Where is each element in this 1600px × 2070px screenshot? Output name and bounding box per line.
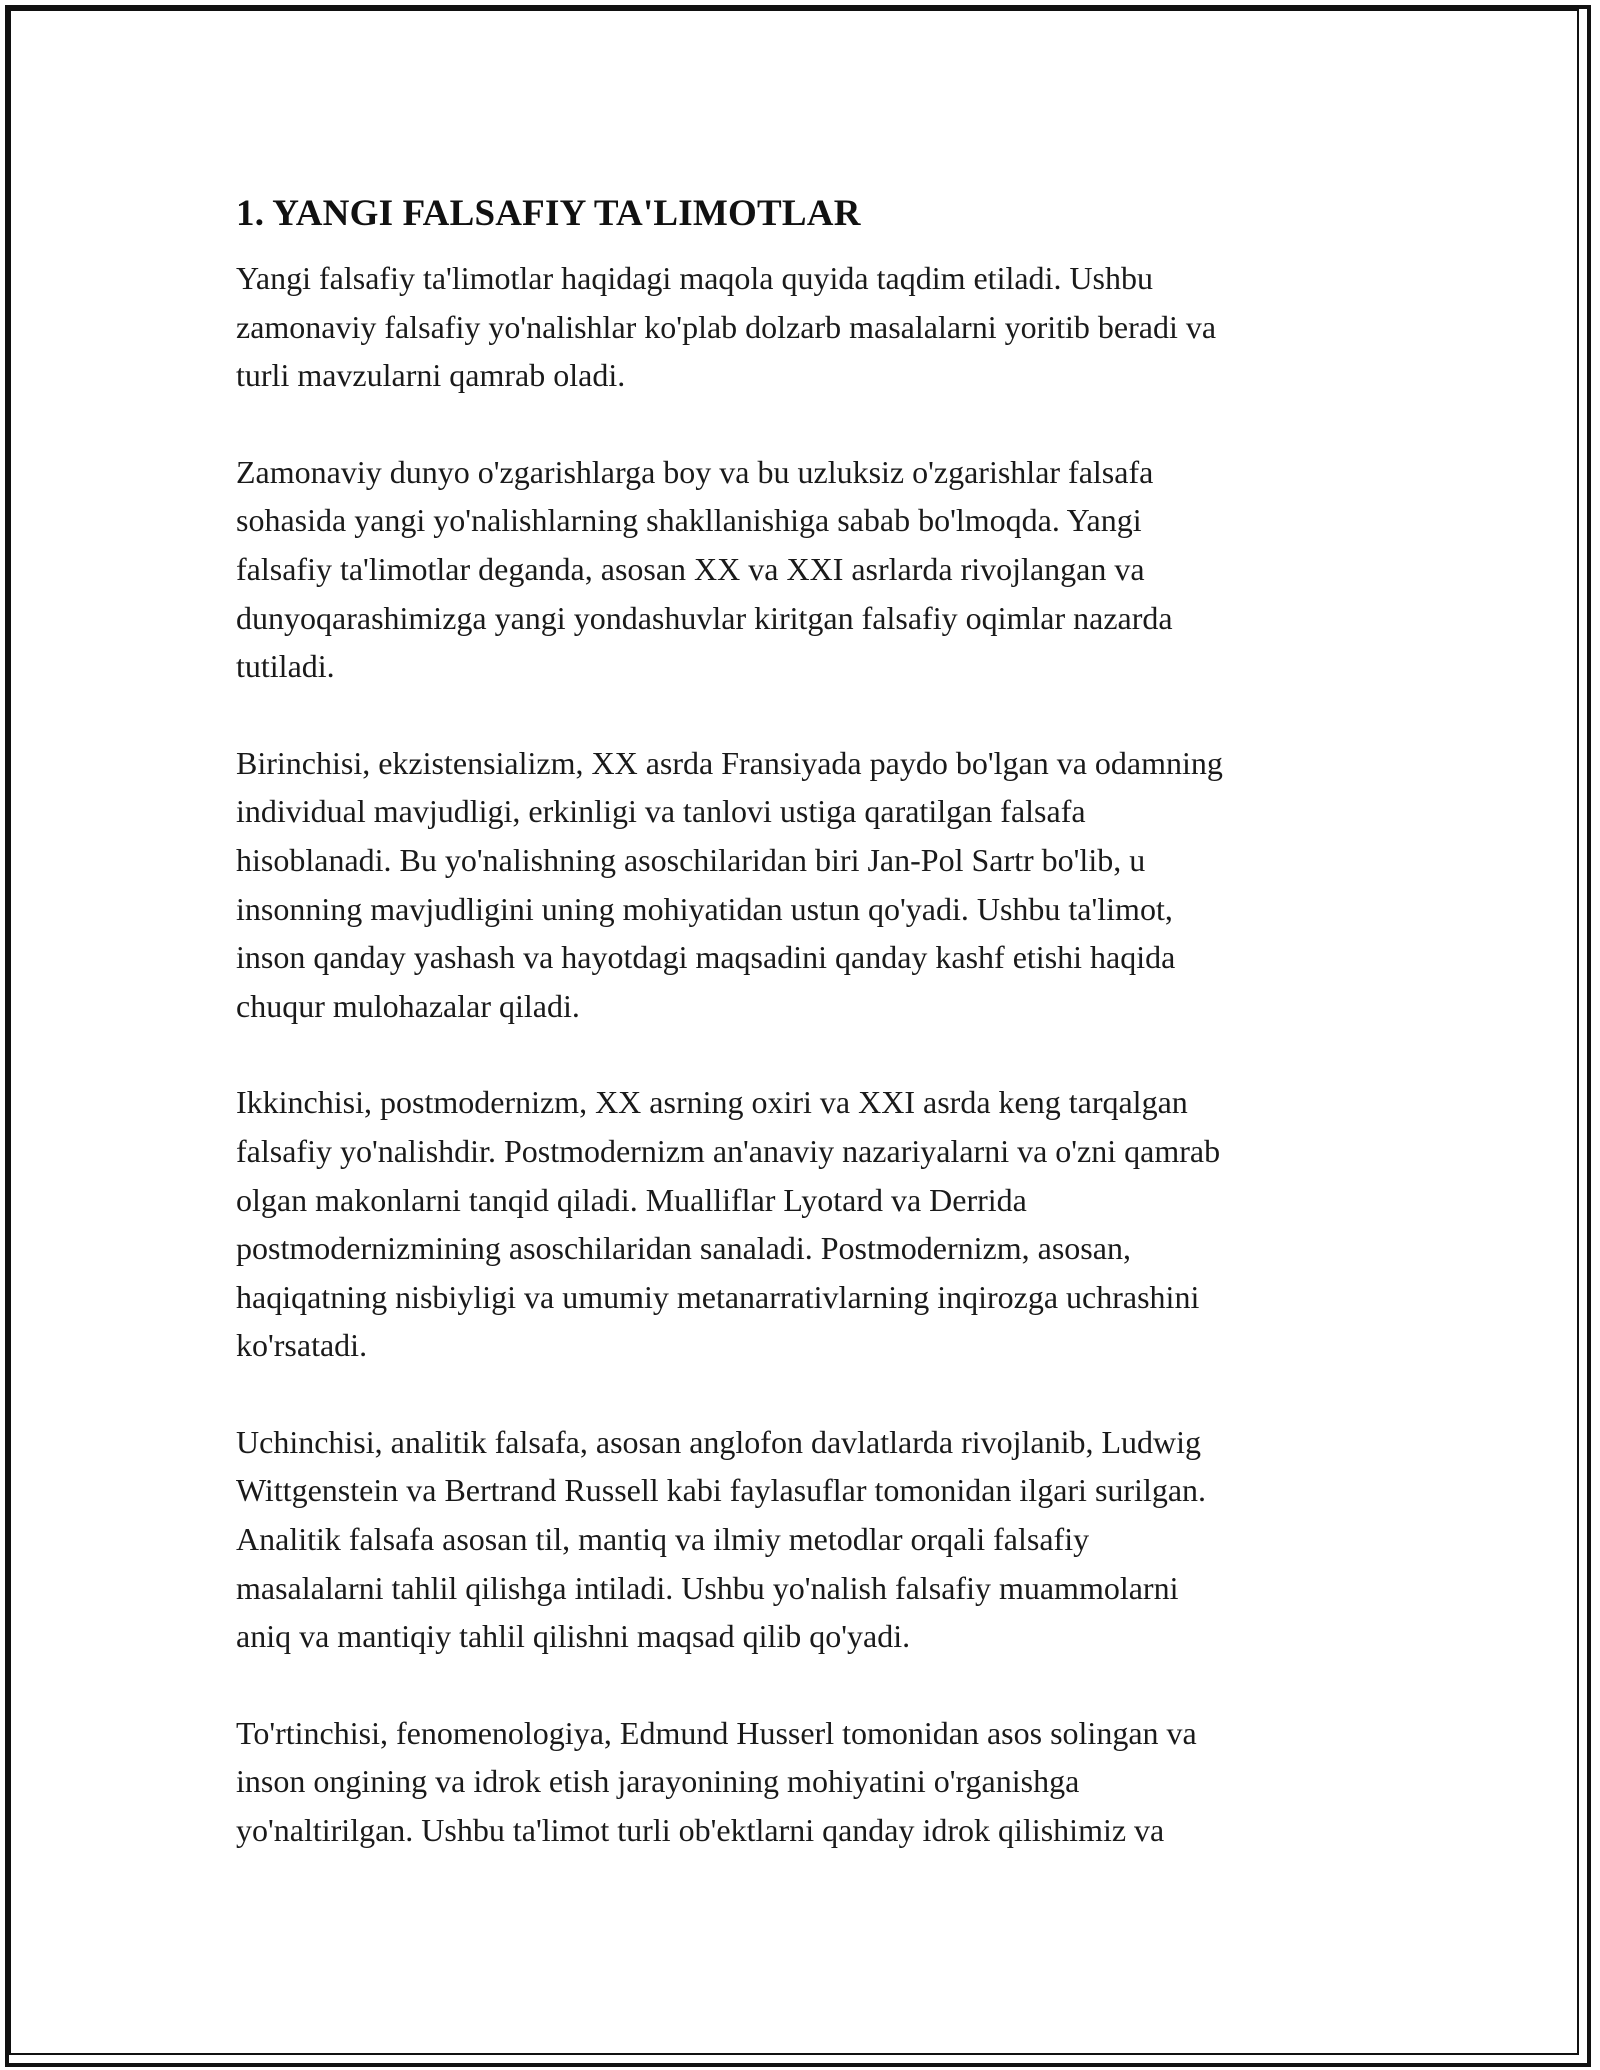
paragraph-line: olgan makonlarni tanqid qiladi. Mualliflar Lyotard va Derrida [236,1181,1027,1218]
paragraph-line: aniq va mantiqiy tahlil qilishni maqsad qilib qo'yadi. [236,1618,911,1655]
paragraph-line: chuqur mulohazalar qiladi. [236,987,580,1024]
paragraph-line: yo'naltirilgan. Ushbu ta'limot turli ob'ektlarni qanday idrok qilishimiz va [236,1812,1165,1849]
paragraph-line: insonning mavjudligini uning mohiyatidan ustun qo'yadi. Ushbu ta'limot, [236,890,1173,927]
paragraph-line: zamonaviy falsafiy yo'nalishlar ko'plab dolzarb masalalarni yoritib beradi va [236,308,1217,345]
paragraph-context [236,448,1386,691]
paragraph-line: To'rtinchisi, fenomenologiya, Edmund Husserl tomonidan asos solingan va [236,1714,1197,1751]
paragraph-line: falsafiy yo'nalishdir. Postmodernizm an'anaviy nazariyalarni va o'zni qamrab [236,1132,1221,1169]
paragraph-line: Ikkinchisi, postmodernizm, XX asrning oxiri va XXI asrda keng tarqalgan [236,1084,1188,1121]
paragraph-line: Uchinchisi, analitik falsafa, asosan anglofon davlatlarda rivojlanib, Ludwig [236,1423,1202,1460]
document-body [236,188,1386,1903]
paragraph-line: tutiladi. [236,648,335,685]
paragraph-line: Analitik falsafa asosan til, mantiq va ilmiy metodlar orqali falsafiy [236,1521,1090,1558]
paragraph-line: masalalarni tahlil qilishga intiladi. Ushbu yo'nalish falsafiy muammolarni [236,1569,1179,1606]
paragraph-analytic-philosophy [236,1418,1386,1661]
paragraph-line: Yangi falsafiy ta'limotlar haqidagi maqola quyida taqdim etiladi. Ushbu [236,260,1153,296]
paragraph-line: inson ongining va idrok etish jarayonining mohiyatini o'rganishga [236,1763,1080,1800]
paragraph-line: Wittgenstein va Bertrand Russell kabi faylasuflar tomonidan ilgari surilgan. [236,1472,1207,1509]
page-title: 1. YANGI FALSAFIY TA'LIMOTLAR [236,193,861,234]
paragraph-line: turli mavzularni qamrab oladi. [236,357,626,394]
paragraph-line: postmodernizmining asoschilaridan sanaladi. Postmodernizm, asosan, [236,1230,1131,1267]
paragraph-line: falsafiy ta'limotlar deganda, asosan XX va XXI asrlarda rivojlangan va [236,550,1145,587]
paragraph-line: ko'rsatadi. [236,1327,368,1364]
paragraph-existentialism [236,739,1386,1031]
paragraph-line: Birinchisi, ekzistensializm, XX asrda Fransiyada paydo bo'lgan va odamning [236,744,1223,781]
paragraph-line: inson qanday yashash va hayotdagi maqsadini qanday kashf etishi haqida [236,939,1176,976]
paragraph-line: dunyoqarashimizga yangi yondashuvlar kiritgan falsafiy oqimlar nazarda [236,599,1173,636]
paragraph-line: hisoblanadi. Bu yo'nalishning asoschilaridan biri Jan-Pol Sartr bo'lib, u [236,841,1146,878]
paragraph-line: haqiqatning nisbiyligi va umumiy metanarrativlarning inqirozga uchrashini [236,1278,1200,1315]
paragraph-line: Zamonaviy dunyo o'zgarishlarga boy va bu uzluksiz o'zgarishlar falsafa [236,453,1154,490]
paragraph-line: individual mavjudligi, erkinligi va tanlovi ustiga qaratilgan falsafa [236,793,1086,830]
paragraph-phenomenology [236,1709,1386,1855]
paragraph-intro [236,254,1386,400]
paragraph-line: sohasida yangi yo'nalishlarning shakllanishiga sabab bo'lmoqda. Yangi [236,502,1142,539]
paragraph-postmodernism [236,1078,1386,1370]
